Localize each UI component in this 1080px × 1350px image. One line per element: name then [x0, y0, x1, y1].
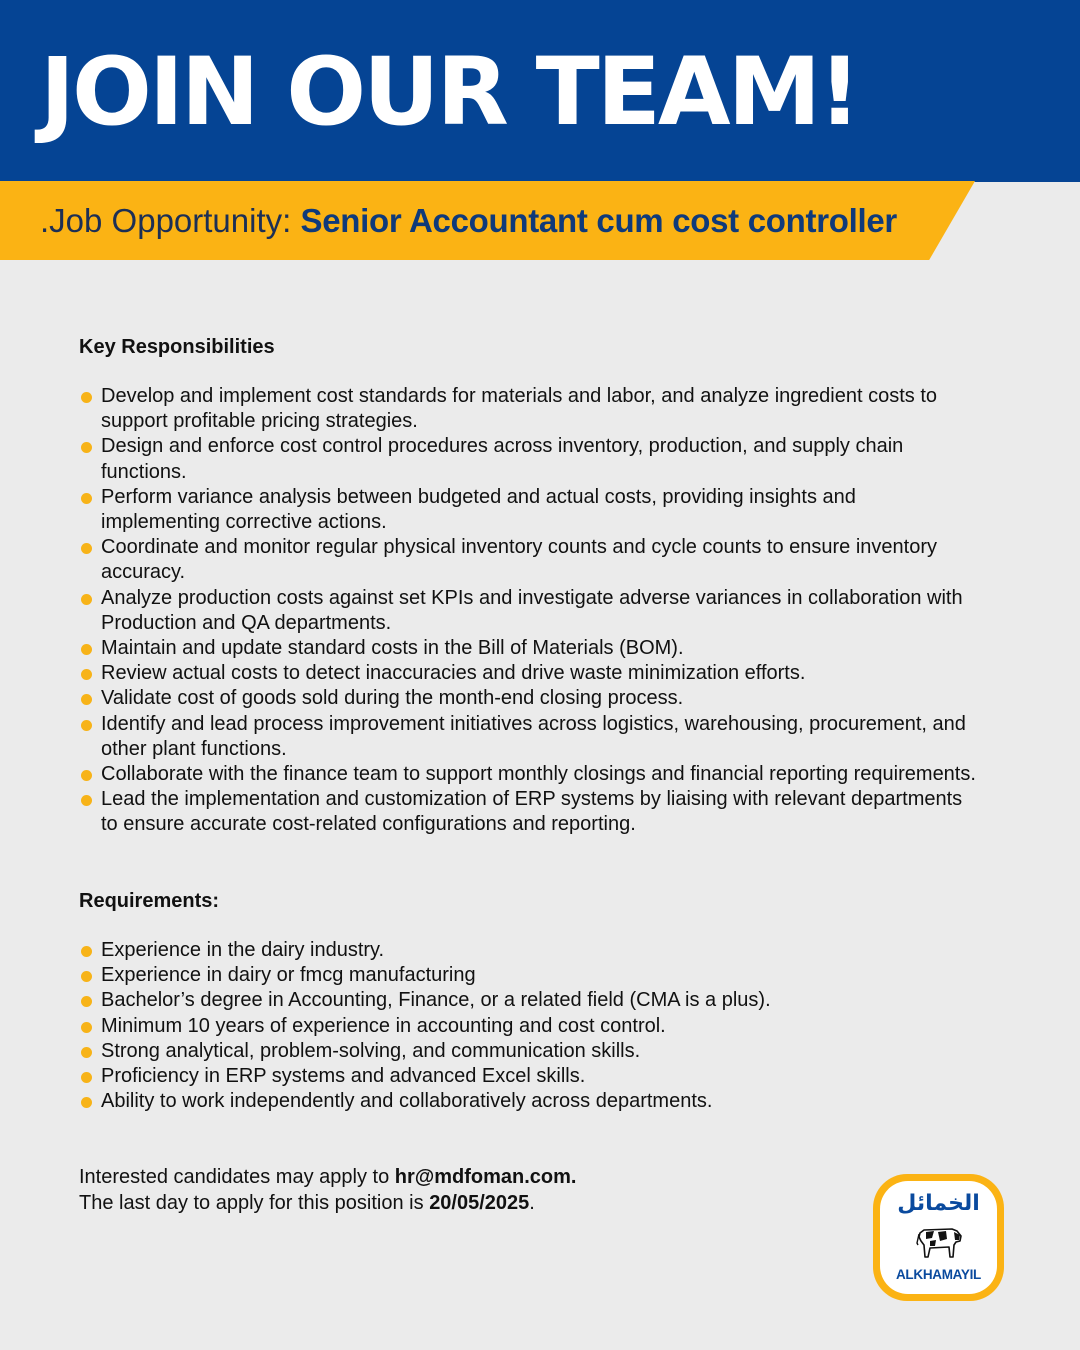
bullet-icon: [81, 1022, 92, 1033]
list-item: Develop and implement cost standards for materials and labor, and analyze ingredient costs to support profitable pricing strategies.: [79, 384, 979, 434]
list-item: Collaborate with the finance team to support monthly closings and financial reporting requirements.: [79, 762, 979, 787]
bullet-icon: [81, 1047, 92, 1058]
job-opportunity-prefix: .Job Opportunity:: [40, 202, 301, 239]
bullet-icon: [81, 1072, 92, 1083]
alkhamayil-logo: [873, 1174, 1004, 1301]
responsibilities-list: [79, 384, 979, 838]
apply-line: Interested candidates may apply to hr@mdfoman.com.: [79, 1166, 577, 1188]
list-item: Bachelor’s degree in Accounting, Finance, or a related field (CMA is a plus).: [79, 988, 979, 1013]
bullet-icon: [81, 971, 92, 982]
list-item: Minimum 10 years of experience in accounting and cost control.: [79, 1014, 979, 1039]
bullet-icon: [81, 946, 92, 957]
list-item: Proficiency in ERP systems and advanced Excel skills.: [79, 1064, 979, 1089]
list-item: Validate cost of goods sold during the month-end closing process.: [79, 686, 979, 711]
responsibilities-heading: Key Responsibilities: [79, 336, 275, 358]
bullet-icon: [81, 720, 92, 731]
apply-email[interactable]: hr@mdfoman.com.: [394, 1166, 577, 1188]
logo-badge: [880, 1181, 997, 1294]
requirements-heading: Requirements:: [79, 890, 220, 912]
list-item: Design and enforce cost control procedures across inventory, production, and supply chain functions.: [79, 434, 979, 484]
bullet-icon: [81, 694, 92, 705]
list-item: Coordinate and monitor regular physical inventory counts and cycle counts to ensure inventory accuracy.: [79, 535, 979, 585]
bullet-icon: [81, 996, 92, 1007]
list-item: Review actual costs to detect inaccuracies and drive waste minimization efforts.: [79, 661, 979, 686]
job-title: Senior Accountant cum cost controller: [300, 202, 897, 239]
list-item: Analyze production costs against set KPIs and investigate adverse variances in collaboration with Production and QA departments.: [79, 586, 979, 636]
bullet-icon: [81, 442, 92, 453]
list-item: Maintain and update standard costs in the Bill of Materials (BOM).: [79, 636, 979, 661]
bullet-icon: [81, 493, 92, 504]
list-item: Lead the implementation and customization of ERP systems by liaising with relevant departments to ensure accurate cost-related configurations and reporting.: [79, 787, 979, 837]
bullet-icon: [81, 392, 92, 403]
application-info: [79, 1165, 577, 1216]
bullet-icon: [81, 644, 92, 655]
bullet-icon: [81, 594, 92, 605]
bullet-icon: [81, 669, 92, 680]
list-item: Experience in dairy or fmcg manufacturing: [79, 963, 979, 988]
list-item: Strong analytical, problem-solving, and communication skills.: [79, 1039, 979, 1064]
header-band: [0, 0, 1080, 182]
requirements-list: [79, 938, 979, 1114]
logo-arabic-name: الخمائل: [897, 1191, 980, 1216]
list-item: Identify and lead process improvement initiatives across logistics, warehousing, procurement, and other plant functions.: [79, 712, 979, 762]
bullet-icon: [81, 543, 92, 554]
list-item: Experience in the dairy industry.: [79, 938, 979, 963]
bullet-icon: [81, 1097, 92, 1108]
list-item: Perform variance analysis between budgeted and actual costs, providing insights and implementing corrective actions.: [79, 485, 979, 535]
bullet-icon: [81, 770, 92, 781]
headline: JOIN OUR TEAM!: [40, 38, 859, 147]
deadline-date: 20/05/2025: [429, 1191, 530, 1214]
bullet-icon: [81, 795, 92, 806]
list-item: Ability to work independently and collaboratively across departments.: [79, 1089, 979, 1114]
logo-latin-name: ALKHAMAYIL: [895, 1267, 981, 1282]
deadline-line: The last day to apply for this position is 20/05/2025.: [79, 1191, 535, 1214]
job-opportunity-line: [40, 200, 897, 242]
cow-icon: [916, 1221, 962, 1261]
